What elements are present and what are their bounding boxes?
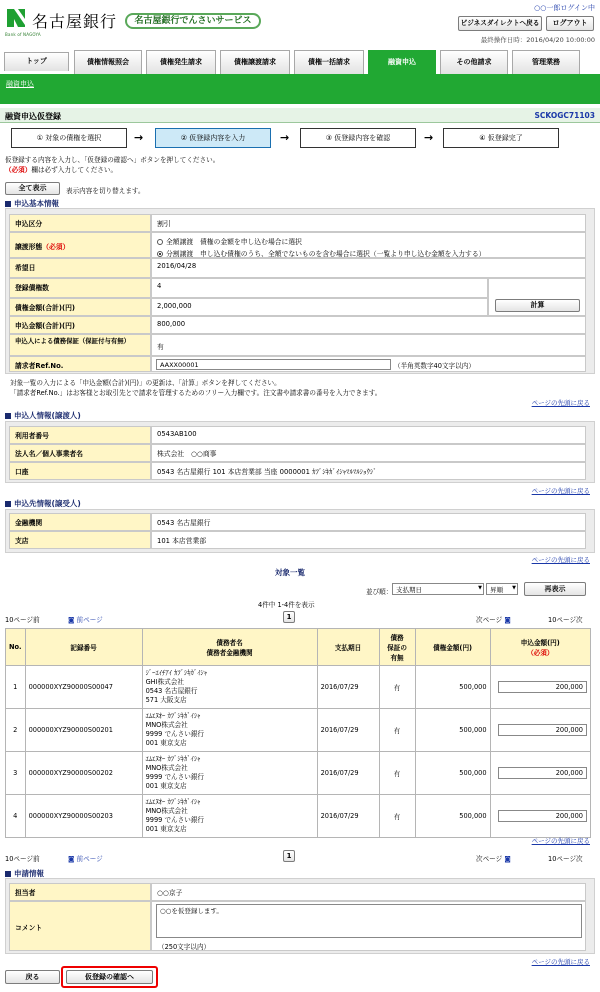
radio-selected-icon[interactable]: [157, 251, 163, 257]
next-page-link[interactable]: [476, 614, 511, 624]
list-title: 対象一覧: [275, 568, 305, 577]
required-note: 欄は必ず入力してください。: [31, 166, 118, 174]
screen-code: SCKOGC71103: [534, 111, 595, 120]
row-debtor: [142, 795, 317, 838]
row-debtor-branch: 001 東京支店: [145, 782, 187, 790]
next-page-label: 次ページ: [476, 855, 503, 863]
required-mark: （必須）: [527, 649, 554, 657]
row-record: 000000XYZ90000S00202: [25, 752, 142, 795]
label-count: 登録債権数: [9, 278, 151, 298]
label-account: 口座: [9, 462, 151, 480]
row-record: 000000XYZ90000S00201: [25, 709, 142, 752]
value-bank: 0543 名古屋銀行: [151, 513, 586, 531]
apply-amount-input[interactable]: 200,000: [498, 681, 587, 693]
tab-claim-issue[interactable]: 債権発生請求: [146, 50, 216, 74]
row-debtor-kana: ｴﾑｴﾇｵｰ ｶﾌﾞｼｷｶﾞｲｼｬ: [145, 798, 201, 806]
page-header: [0, 108, 600, 123]
prev-page-label: 前ページ: [76, 616, 103, 624]
step-2-current: ② 仮登録内容を入力: [155, 128, 271, 148]
prev-page-label: 前ページ: [76, 855, 103, 863]
apply-amount-input[interactable]: 200,000: [498, 767, 587, 779]
tab-claim-bulk[interactable]: 債権一括請求: [294, 50, 364, 74]
row-debtor: [142, 752, 317, 795]
step-4: ④ 仮登録完了: [443, 128, 559, 148]
page-top-link[interactable]: ページの先頭に戻る: [531, 556, 590, 564]
row-amount: 500,000: [415, 795, 490, 838]
row-debtor-bank: 9999 でんさい銀行: [145, 730, 205, 738]
label-user-no: 利用者番号: [9, 426, 151, 444]
show-all-button[interactable]: 全て表示: [5, 182, 60, 195]
page-top-link[interactable]: ページの先頭に戻る: [531, 487, 590, 495]
page-top-link[interactable]: ページの先頭に戻る: [531, 958, 590, 966]
intro-required-text: [5, 164, 117, 174]
next-arrow-icon: ◙: [504, 616, 511, 624]
calc-button[interactable]: 計算: [495, 299, 580, 312]
table-row: [6, 666, 591, 709]
row-guarantee: 有: [379, 795, 415, 838]
label-date: 希望日: [9, 258, 151, 278]
table-row: [6, 709, 591, 752]
row-guarantee: 有: [379, 666, 415, 709]
col-apply: [490, 629, 590, 666]
row-debtor-kana: ｴﾑｴﾇｵｰ ｶﾌﾞｼｷｶﾞｲｼｬ: [145, 712, 201, 720]
value-account: 0543 名古屋銀行 101 本店営業部 当座 0000001 ｶﾌﾞｼｷｶﾞｲｼｬﾏﾙﾏﾙｼｮｳｼﾞ: [151, 462, 586, 480]
order-select[interactable]: 昇順 ▼: [486, 583, 518, 595]
col-apply-label: 申込金額(円): [520, 639, 560, 647]
row-debtor-name: MNO株式会社: [145, 764, 188, 772]
radio-full-label: 全額譲渡 債権の金額を申し込む場合に選択: [166, 238, 302, 246]
value-branch: 101 本店営業部: [151, 531, 586, 549]
row-debtor-name: GHI株式会社: [145, 678, 184, 686]
col-debtor: [142, 629, 317, 666]
row-debtor-branch: 001 東京支店: [145, 739, 187, 747]
back-button[interactable]: 戻る: [5, 970, 60, 984]
value-amount: 2,000,000: [151, 298, 488, 316]
label-amount: 債権金額(合計)(円): [9, 298, 151, 316]
section-applicant-title: 申込人情報(譲渡人): [5, 410, 81, 421]
breadcrumb[interactable]: 融資申込: [6, 80, 34, 88]
step-arrow-icon: →: [424, 131, 434, 144]
label-ref: 請求者Ref.No.: [9, 356, 151, 372]
label-keitai-text: 譲渡形態: [15, 243, 43, 251]
logout-button[interactable]: ログアウト: [546, 16, 594, 31]
next-page-label: 次ページ: [476, 616, 503, 624]
row-due: 2016/07/29: [317, 795, 379, 838]
redisplay-button[interactable]: 再表示: [524, 582, 586, 596]
tab-financing[interactable]: 融資申込: [368, 50, 436, 74]
value-guarantee: 有: [151, 334, 586, 356]
page-number-bottom[interactable]: 1: [283, 850, 295, 862]
row-due: 2016/07/29: [317, 752, 379, 795]
intro-text: 仮登録する内容を入力し、「仮登録の確認へ」ボタンを押してください。: [5, 156, 220, 164]
value-apply: 800,000: [151, 316, 586, 334]
col-amount: 債権金額(円): [415, 629, 490, 666]
row-debtor-bank: 9999 でんさい銀行: [145, 773, 205, 781]
row-debtor-branch: 571 大阪支店: [145, 696, 187, 704]
page-top-link[interactable]: ページの先頭に戻る: [531, 399, 590, 407]
label-comment: コメント: [9, 901, 151, 951]
required-mark: （必須）: [42, 243, 70, 251]
table-row: [6, 752, 591, 795]
apply-amount-input[interactable]: 200,000: [498, 724, 587, 736]
prev-arrow-icon: ◙: [68, 616, 75, 624]
row-debtor-bank: 9999 でんさい銀行: [145, 816, 205, 824]
row-apply-cell: [490, 795, 590, 838]
sort-label: 並び順：: [366, 588, 393, 596]
step-arrow-icon: →: [134, 131, 144, 144]
comment-note: （250文字以内）: [158, 943, 211, 951]
page-title: 融資申込仮登録: [5, 112, 61, 121]
next-10-pages[interactable]: 10ページ次: [548, 616, 583, 624]
prev-10-pages-bottom[interactable]: 10ページ前: [5, 855, 40, 863]
row-no: 1: [6, 666, 26, 709]
radio-partial-transfer[interactable]: [157, 248, 580, 258]
prev-arrow-icon: ◙: [68, 855, 75, 863]
row-debtor-branch: 001 東京支店: [145, 825, 187, 833]
service-badge: 名古屋銀行でんさいサービス: [125, 13, 261, 29]
row-debtor-name: MNO株式会社: [145, 721, 188, 729]
row-no: 4: [6, 795, 26, 838]
col-guarantee: [379, 629, 415, 666]
label-kubun: 申込区分: [9, 214, 151, 232]
confirm-button[interactable]: 仮登録の確認へ: [66, 970, 153, 984]
comment-textarea[interactable]: ○○を仮登録します。: [156, 904, 582, 938]
col-no: No.: [6, 629, 26, 666]
section-basic-title: 申込基本情報: [5, 198, 59, 209]
row-due: 2016/07/29: [317, 709, 379, 752]
next-arrow-icon: ◙: [504, 855, 511, 863]
tab-claim-transfer[interactable]: 債権譲渡請求: [220, 50, 290, 74]
main-tabs: [4, 50, 596, 74]
label-guarantee: 申込人による債務保証（保証付与有無）: [9, 334, 151, 356]
step-3: ③ 仮登録内容を確認: [300, 128, 416, 148]
value-count: 4: [151, 278, 488, 298]
radio-partial-label: 分割譲渡 申し込む債権のうち、全額でないものを含む場合に選択（一覧より申し込む金額を入力する）: [166, 250, 486, 258]
radio-icon[interactable]: [157, 239, 163, 245]
label-person: 担当者: [9, 883, 151, 901]
row-apply-cell: [490, 709, 590, 752]
row-debtor-bank: 0543 名古屋銀行: [145, 687, 198, 695]
tab-admin[interactable]: 管理業務: [512, 50, 580, 74]
row-guarantee: 有: [379, 709, 415, 752]
row-debtor: [142, 709, 317, 752]
row-amount: 500,000: [415, 752, 490, 795]
row-record: 000000XYZ90000S00203: [25, 795, 142, 838]
value-date: 2016/04/28: [151, 258, 586, 278]
last-operation-time: 最終操作日時：2016/04/20 10:00:00: [480, 36, 595, 44]
label-branch: 支店: [9, 531, 151, 549]
row-debtor-name: MNO株式会社: [145, 807, 188, 815]
row-due: 2016/07/29: [317, 666, 379, 709]
radio-full-transfer[interactable]: [157, 236, 580, 246]
label-apply: 申込金額(合計)(円): [9, 316, 151, 334]
row-guarantee: 有: [379, 752, 415, 795]
business-direct-button[interactable]: ビジネスダイレクトへ戻る: [458, 16, 542, 31]
step-arrow-icon: →: [280, 131, 290, 144]
bank-name: 名古屋銀行: [32, 12, 118, 31]
value-person: ○○京子: [151, 883, 586, 901]
row-amount: 500,000: [415, 666, 490, 709]
value-kubun: 割引: [151, 214, 586, 232]
claims-table: [5, 628, 591, 838]
bank-logo-icon: [5, 5, 27, 31]
row-no: 3: [6, 752, 26, 795]
col-due: 支払期日: [317, 629, 379, 666]
col-debtor-2: 債務者金融機関: [206, 649, 253, 657]
ref-help-note: 「請求者Ref.No.」はお客様とお取引先とで請求を管理するためのフリー入力欄です。注文書や請求書の番号を入力できます。: [10, 389, 382, 397]
col-guar-1: 債務: [390, 634, 404, 642]
page-number[interactable]: 1: [283, 611, 295, 623]
next-10-pages-bottom[interactable]: 10ページ次: [548, 855, 583, 863]
page-top-link[interactable]: ページの先頭に戻る: [531, 837, 590, 845]
row-record: 000000XYZ90000S00047: [25, 666, 142, 709]
section-transferee-title: 申込先情報(譲受人): [5, 498, 81, 509]
row-apply-cell: [490, 666, 590, 709]
label-bank: 金融機関: [9, 513, 151, 531]
user-status[interactable]: ○○一郎ログイン中: [534, 4, 595, 12]
ref-note: （半角英数字40文字以内）: [394, 362, 475, 370]
apply-amount-input[interactable]: 200,000: [498, 810, 587, 822]
required-mark: （必須）: [5, 166, 32, 174]
value-user-no: 0543AB100: [151, 426, 586, 444]
next-page-link-bottom[interactable]: [476, 853, 511, 863]
tab-top[interactable]: トップ: [4, 52, 69, 71]
label-company: 法人名／個人事業者名: [9, 444, 151, 462]
tab-other[interactable]: その他請求: [440, 50, 508, 74]
col-guar-2: 保証の: [387, 644, 407, 652]
prev-page-link[interactable]: [68, 614, 103, 624]
list-summary: 4件中 1-4件を表示: [258, 601, 315, 609]
col-guar-3: 有無: [390, 654, 404, 662]
tab-claim-inquiry[interactable]: 債権情報照会: [74, 50, 142, 74]
label-keitai: [9, 232, 151, 258]
row-amount: 500,000: [415, 709, 490, 752]
bank-name-en: Bank of NAGOYA: [5, 32, 41, 37]
row-debtor-kana: ｴﾑｴﾇｵｰ ｶﾌﾞｼｷｶﾞｲｼｬ: [145, 755, 201, 763]
col-record: 記録番号: [25, 629, 142, 666]
prev-page-link-bottom[interactable]: [68, 853, 103, 863]
prev-10-pages[interactable]: 10ページ前: [5, 616, 40, 624]
calc-note: 対象一覧の入力による「申込金額(合計)(円)」の更新は、「計算」ボタンを押してください。: [10, 379, 281, 387]
row-debtor: [142, 666, 317, 709]
show-all-note: 表示内容を切り替えます。: [66, 187, 145, 195]
table-row: [6, 795, 591, 838]
col-debtor-1: 債務者名: [216, 639, 243, 647]
row-debtor-kana: ｼﾞｰｴｲﾁｱｲ ｶﾌﾞｼｷｶﾞｲｼｬ: [145, 669, 208, 677]
step-1: ① 対象の債権を選択: [11, 128, 127, 148]
value-keitai: [151, 232, 586, 258]
ref-no-input[interactable]: AAXX00001: [156, 359, 391, 370]
value-company: 株式会社 ○○商事: [151, 444, 586, 462]
sort-select[interactable]: 支払期日 ▼: [392, 583, 484, 595]
section-request-title: 申請情報: [5, 868, 44, 879]
row-no: 2: [6, 709, 26, 752]
row-apply-cell: [490, 752, 590, 795]
sub-nav-bar: [0, 74, 600, 104]
